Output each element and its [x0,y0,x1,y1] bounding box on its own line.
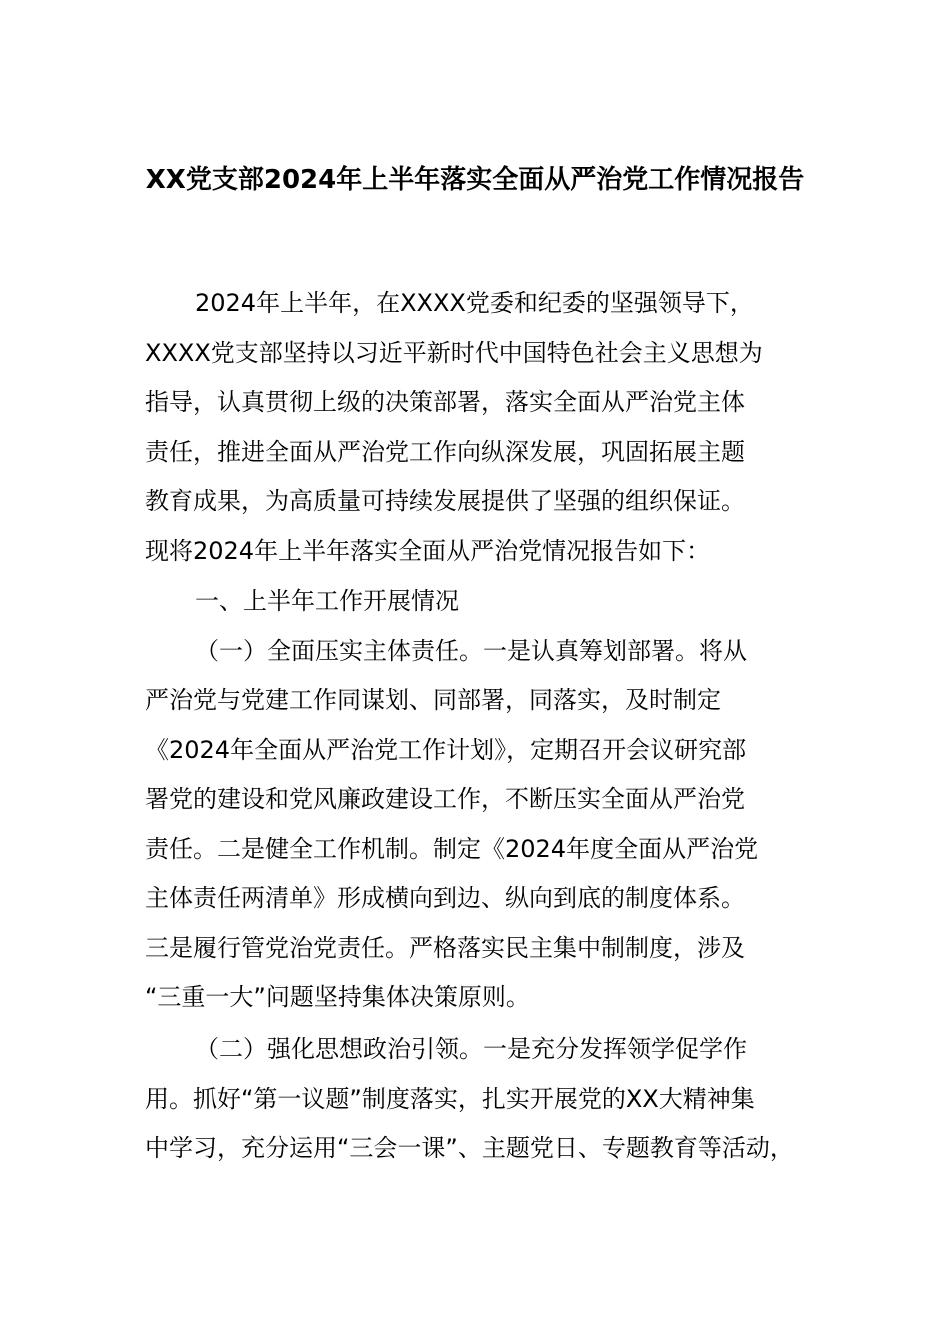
paragraph-line: 严治党与党建工作同谋划、同部署，同落实，及时制定 [145,686,721,714]
paragraph-line: 用。抓好“第一议题”制度落实，扎实开展党的XX大精神集 [145,1085,755,1113]
paragraph-line: 主体责任两清单》形成横向到边、纵向到底的制度体系。 [145,884,745,912]
paragraph-line: XXXX党支部坚持以习近平新时代中国特色社会主义思想为 [145,339,763,367]
paragraph-line: 现将2024年上半年落实全面从严治党情况报告如下： [145,537,711,565]
paragraph-line: （二）强化思想政治引领。一是充分发挥领学促学作 [195,1035,747,1063]
report-title: XX党支部2024年上半年落实全面从严治党工作情况报告 [145,165,805,195]
section-heading: 一、上半年工作开展情况 [195,587,459,615]
paragraph-line: 中学习，充分运用“三会一课”、主题党日、专题教育等活动， [145,1134,794,1162]
paragraph-line: 教育成果，为高质量可持续发展提供了坚强的组织保证。 [145,487,745,515]
paragraph-line: 责任。二是健全工作机制。制定《2024年度全面从严治党 [145,835,759,863]
paragraph-line: 2024年上半年，在XXXX党委和纪委的坚强领导下， [195,289,754,317]
paragraph-line: 《2024年全面从严治党工作计划》，定期召开会议研究部 [145,736,747,764]
paragraph-line: 责任，推进全面从严治党工作向纵深发展，巩固拓展主题 [145,438,745,466]
paragraph-line: 署党的建设和党风廉政建设工作，不断压实全面从严治党 [145,785,745,813]
paragraph-line: “三重一大”问题坚持集体决策原则。 [145,983,530,1011]
paragraph-line: 三是履行管党治党责任。严格落实民主集中制制度，涉及 [145,934,745,962]
paragraph-line: 指导，认真贯彻上级的决策部署，落实全面从严治党主体 [145,388,745,416]
paragraph-line: （一）全面压实主体责任。一是认真筹划部署。将从 [195,637,747,665]
